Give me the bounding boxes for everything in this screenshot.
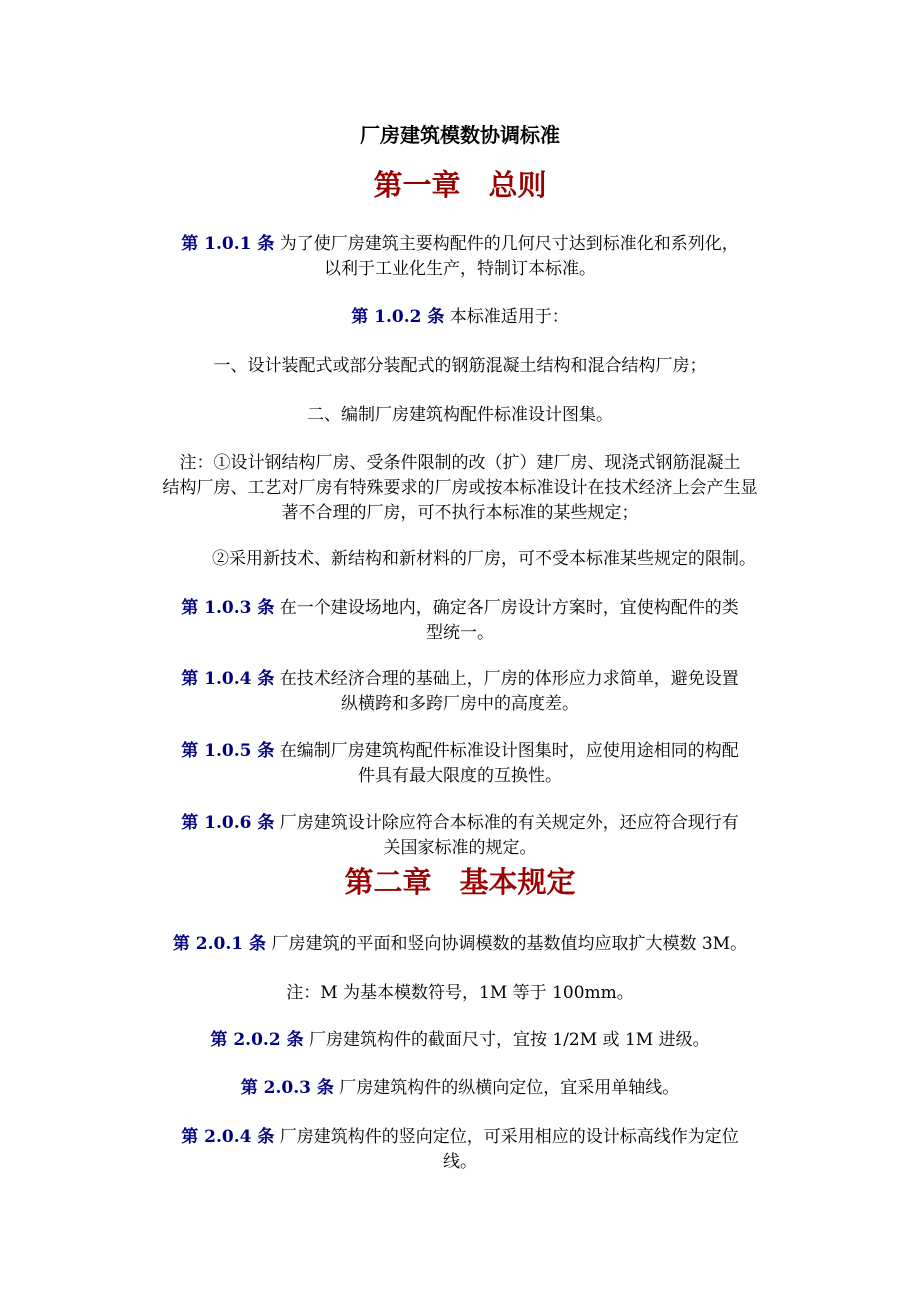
article-text: 本标准适用于： xyxy=(449,307,569,327)
article-label: 第 2.0.3 条 xyxy=(240,1078,334,1098)
article-text: 为了使厂房建筑主要构配件的几何尺寸达到标准化和系列化， xyxy=(279,234,739,254)
chapter-2-number: 第二章 xyxy=(344,865,432,899)
note-2: ②采用新技术、新结构和新材料的厂房，可不受本标准某些规定的限制。 xyxy=(212,549,756,569)
note-3: 注：M 为基本模数符号，1M 等于 100mm。 xyxy=(286,983,634,1003)
article-text-cont: 线。 xyxy=(443,1152,477,1172)
note-line-3: 著不合理的厂房，可不执行本标准的某些规定； xyxy=(281,503,639,523)
article-text: 厂房建筑构件的竖向定位，可采用相应的设计标高线作为定位 xyxy=(279,1127,739,1147)
article-1-0-5 xyxy=(120,739,800,789)
article-text: 在一个建设场地内，确定各厂房设计方案时，宜使构配件的类 xyxy=(279,598,739,618)
article-text: 厂房建筑设计除应符合本标准的有关规定外，还应符合现行有 xyxy=(279,813,739,833)
note-1 xyxy=(120,451,800,526)
article-label: 第 1.0.3 条 xyxy=(181,598,275,618)
article-label: 第 2.0.2 条 xyxy=(210,1030,304,1050)
list-item-2: 二、编制厂房建筑构配件标准设计图集。 xyxy=(307,405,613,425)
article-text: 在技术经济合理的基础上，厂房的体形应力求简单，避免设置 xyxy=(279,669,739,689)
chapter-2-heading xyxy=(120,864,800,900)
article-text-cont: 关国家标准的规定。 xyxy=(383,838,537,858)
article-text: 厂房建筑的平面和竖向协调模数的基数值均应取扩大模数 3M。 xyxy=(271,934,748,954)
chapter-1-number: 第一章 xyxy=(373,168,461,202)
article-1-0-2 xyxy=(120,305,800,330)
note-line-2: 结构厂房、工艺对厂房有特殊要求的厂房或按本标准设计在技术经济上会产生显 xyxy=(162,478,758,498)
article-2-0-4 xyxy=(120,1125,800,1175)
article-label: 第 1.0.4 条 xyxy=(181,669,275,689)
note-line-1: 注：①设计钢结构厂房、受条件限制的改（扩）建厂房、现浇式钢筋混凝土 xyxy=(179,453,741,473)
article-text-cont: 件具有最大限度的互换性。 xyxy=(358,766,562,786)
article-1-0-3 xyxy=(120,596,800,646)
article-text: 在编制厂房建筑构配件标准设计图集时，应使用途相同的构配 xyxy=(279,741,739,761)
article-label: 第 1.0.6 条 xyxy=(181,813,275,833)
chapter-1-heading xyxy=(120,167,800,203)
article-text-cont: 纵横跨和多跨厂房中的高度差。 xyxy=(341,694,579,714)
article-1-0-1 xyxy=(120,232,800,282)
document-title: 厂房建筑模数协调标准 xyxy=(360,123,560,147)
article-1-0-6 xyxy=(120,811,800,861)
article-text: 厂房建筑构件的纵横向定位，宜采用单轴线。 xyxy=(339,1078,680,1098)
article-label: 第 1.0.2 条 xyxy=(351,307,445,327)
article-text-cont: 型统一。 xyxy=(426,623,494,643)
article-label: 第 2.0.4 条 xyxy=(181,1127,275,1147)
article-2-0-2 xyxy=(120,1028,800,1053)
article-1-0-4 xyxy=(120,667,800,717)
article-text-cont: 以利于工业化生产，特制订本标准。 xyxy=(324,259,596,279)
article-label: 第 1.0.1 条 xyxy=(181,234,275,254)
chapter-2-name: 基本规定 xyxy=(459,865,576,899)
article-2-0-1 xyxy=(120,932,800,957)
article-label: 第 2.0.1 条 xyxy=(172,934,267,954)
article-text: 厂房建筑构件的截面尺寸，宜按 1/2M 或 1M 进级。 xyxy=(308,1030,710,1050)
article-label: 第 1.0.5 条 xyxy=(181,741,275,761)
chapter-1-name: 总则 xyxy=(488,168,547,202)
article-2-0-3 xyxy=(120,1076,800,1101)
list-item-1: 一、设计装配式或部分装配式的钢筋混凝土结构和混合结构厂房； xyxy=(213,356,707,376)
